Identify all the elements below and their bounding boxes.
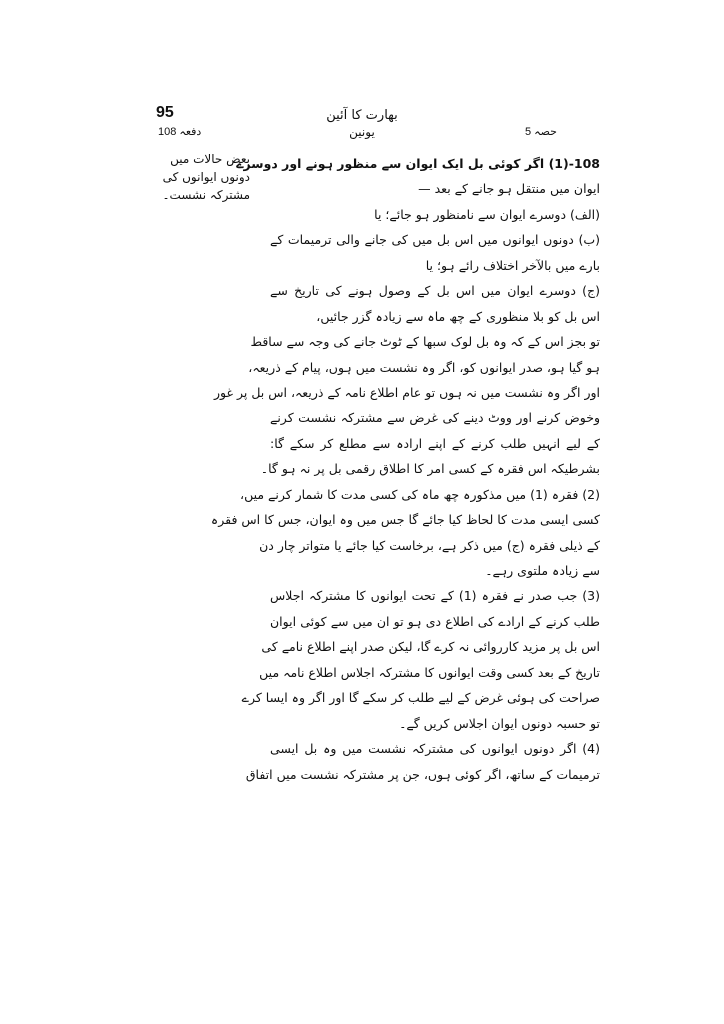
body-line: تو بجز اس کے کہ وہ بل لوک سبھا کے ٹوٹ جانے کی وجہ سے ساقط — [250, 334, 600, 350]
body-line: 108-(1) اگر کوئی بل ایک ایوان سے منظور ہونے اور دوسرے — [236, 156, 600, 171]
body-line: بارے میں بالآخر اختلاف رائے ہو؛ یا — [425, 257, 600, 273]
body-line: بشرطیکہ اس فقرہ کے کسی امر کا اطلاق رقمی بل پر نہ ہو گا۔ — [260, 461, 600, 477]
marginal-note-line: بعض حالات میں — [170, 152, 250, 166]
body-line: طلب کرنے کے ارادے کی اطلاع دی ہو تو ان میں سے کوئی ایوان — [270, 613, 600, 629]
body-line: ترمیمات کے ساتھ، اگر کوئی ہوں، جن پر مشترکہ نشست میں اتفاق — [245, 766, 600, 782]
part-reference: حصہ 5 — [525, 126, 557, 138]
body-line: (ب) دونوں ایوانوں میں اس بل میں کی جانے والی ترمیمات کے — [270, 232, 600, 248]
body-line: ایوان میں منتقل ہو جانے کے بعد — — [418, 181, 600, 197]
body-line: (4) اگر دونوں ایوانوں کی مشترکہ نشست میں وہ بل ایسی — [270, 741, 600, 757]
page-number: 95 — [156, 104, 174, 121]
body-line: (الف) دوسرے ایوان سے نامنظور ہو جائے؛ یا — [374, 206, 600, 222]
part-title: یونین — [349, 125, 375, 139]
body-line: ہو گیا ہو، صدر ایوانوں کو، اگر وہ نشست میں ہوں، پیام کے ذریعہ، — [248, 359, 600, 375]
body-line: کے ذیلی فقرہ (ج) میں ذکر ہے، برخاست کیا جائے یا متواتر چار دن — [259, 537, 600, 553]
body-line: کے لیے انہیں طلب کرنے کے اپنے ارادہ سے مطلع کر سکے گا: — [270, 435, 600, 451]
body-line: کسی ایسی مدت کا لحاظ کیا جائے گا جس میں وہ ایوان، جس کا اس فقرہ — [210, 512, 600, 528]
body-line: وخوض کرنے اور ووٹ دینے کی غرض سے مشترکہ نشست کرنے — [270, 410, 600, 426]
body-line: اور اگر وہ نشست میں نہ ہوں تو عام اطلاع نامہ کے ذریعہ، اس بل پر غور — [213, 384, 600, 400]
marginal-note-line: مشترکہ نشست۔ — [162, 188, 250, 202]
book-title: بھارت کا آئین — [326, 108, 398, 123]
body-line: تو حسبہ دونوں ایوان اجلاس کریں گے۔ — [399, 715, 600, 731]
marginal-note-line: دونوں ایوانوں کی — [162, 170, 250, 184]
body-line: صراحت کی ہوئی غرض کے لیے طلب کر سکے گا اور اگر وہ ایسا کرے — [241, 690, 600, 706]
body-line: سے زیادہ ملتوی رہے۔ — [485, 563, 600, 578]
body-line: اس بل پر مزید کارروائی نہ کرے گا، لیکن صدر اپنے اطلاع نامے کی — [261, 639, 600, 655]
body-line: (2) فقرہ (1) میں مذکورہ چھ ماہ کی کسی مدت کا شمار کرنے میں، — [240, 486, 600, 502]
body-line: تاریخ کے بعد کسی وقت ایوانوں کا مشترکہ اجلاس اطلاع نامہ میں — [259, 664, 600, 680]
body-line: (ج) دوسرے ایوان میں اس بل کے وصول ہونے کی تاریخ سے — [270, 283, 600, 299]
section-reference: دفعہ 108 — [158, 126, 202, 138]
body-line: (3) جب صدر نے فقرہ (1) کے تحت ایوانوں کا مشترکہ اجلاس — [270, 588, 601, 604]
body-line: اس بل کو بلا منظوری کے چھ ماہ سے زیادہ گزر جائیں، — [316, 308, 600, 324]
